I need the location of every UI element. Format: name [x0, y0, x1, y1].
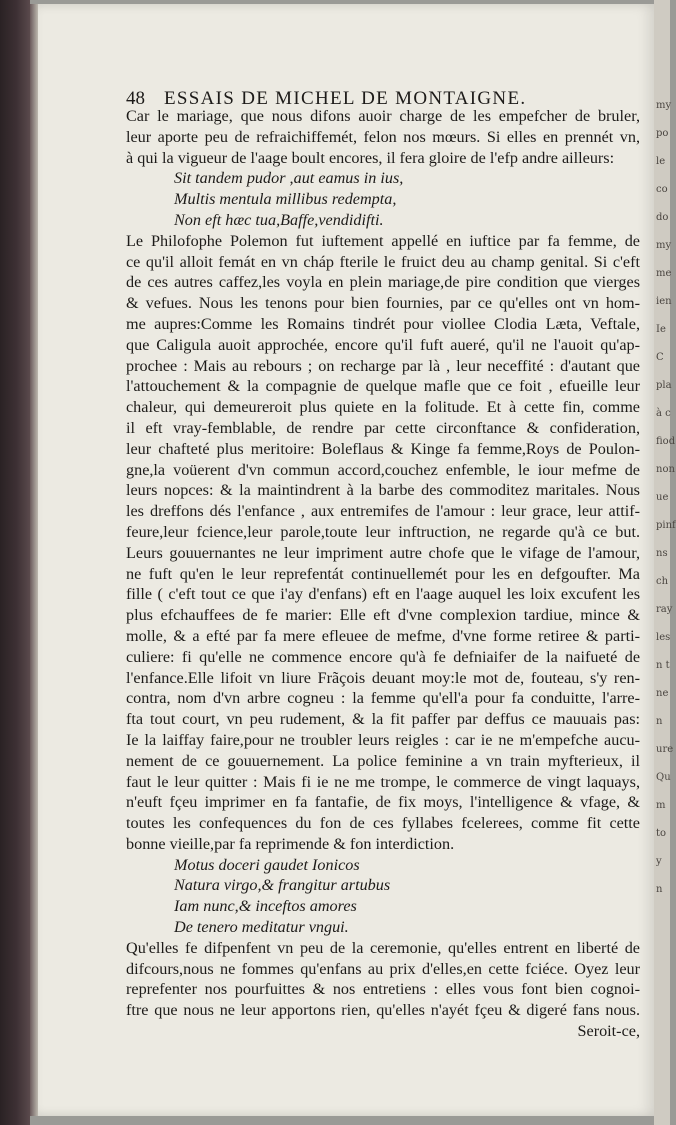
facing-page-edge: [654, 0, 676, 1125]
facing-page-fragment: ch: [656, 576, 669, 587]
text-line: que Caligula auoit approchée, encore qu'il fuft aueré, qu'il ne l'auoit qu'ap-: [126, 335, 640, 354]
facing-page-fragment: ue: [656, 492, 669, 503]
facing-page-fragment: me: [656, 268, 672, 279]
text-line: ne fuft qu'en le leur reprefentát continuellemét pour les en defgoufter. Ma: [126, 564, 640, 583]
text-line: Car le mariage, que nous difons auoir charge de les empefcher de bruler,: [126, 107, 640, 125]
page-gutter-shadow: [30, 4, 38, 1116]
text-line: reprefenter nos pourfuittes & nos entretiens : elles vous font bien cognoi-: [126, 980, 640, 999]
facing-page-fragment: ne: [656, 688, 669, 699]
text-line: faut le leur quitter : Mais fi ie ne me trompe, le commerce de vingt laquays,: [126, 772, 640, 791]
text-line: Le Philofophe Polemon fut iuftement appellé en iuftice par fa femme, de: [126, 231, 640, 250]
facing-page-fragment: ns: [656, 548, 668, 559]
text-line: n'euft fçeu imprimer en fa fantafie, de fix moys, l'intelligence & vfage, &: [126, 793, 640, 812]
text-line: leur aporte peu de refraichiffemét, felon nos mœurs. Si elles en prennét vn,: [126, 127, 640, 146]
text-line: Ie la laiffay faire,pour ne troubler leurs reigles : car ie ne m'empefche aucu-: [126, 730, 640, 749]
text-line: les dreffons dés l'enfance , aux entremifes de l'amour : leur grace, leur attif-: [126, 502, 640, 521]
running-head: ESSAIS DE MICHEL DE MONTAIGNE.: [164, 88, 527, 109]
verse-line: Iam nunc,& inceftos amores: [174, 897, 357, 916]
facing-page-fragment: do: [656, 212, 669, 223]
facing-page-fragment: co: [656, 184, 668, 195]
text-line: me aupres:Comme les Romains tindrét pour viollee Clodia Læta, Veftale,: [126, 314, 640, 333]
facing-page-fragment: to: [656, 828, 667, 839]
text-line: à qui la vigueur de l'aage boult encores, il fera gloire de l'efp andre ailleurs:: [126, 148, 615, 167]
facing-page-fragment: n: [656, 884, 663, 895]
facing-page-fragment: my: [656, 100, 672, 111]
catchword: Seroit-ce,: [577, 1022, 640, 1041]
text-line: bonne vieille,par fa reprimende & fon interdiction.: [126, 834, 455, 853]
facing-page-fragment: n t: [656, 660, 670, 671]
verse-line: Sit tandem pudor ,aut eamus in ius,: [174, 169, 404, 188]
facing-page-fragment: pla: [656, 380, 672, 391]
text-line: nement de ce gouuernement. La police feminine a vn train myfterieux, il: [126, 751, 640, 770]
verse-line: Natura virgo,& frangitur artubus: [174, 876, 391, 895]
text-line: fille ( c'eft tout ce que i'ay d'enfans) eft en l'aage auquel les loix excufent les: [126, 585, 640, 604]
facing-page-fragment: le: [656, 156, 666, 167]
text-line: l'enfance.Elle lifoit vn liure Frãçois deuant moy:le mot de, fouteau, s'y ren-: [126, 668, 640, 687]
facing-page-fragment: Ie: [656, 324, 666, 335]
text-line: il eft vray-femblable, de rendre par cette circonftance & confideration,: [126, 418, 640, 437]
text-line: fta tout court, vn peu rudement, & la fit paffer par deffus ce mauuais pas:: [126, 710, 640, 729]
verse-line: Motus doceri gaudet Ionicos: [174, 855, 360, 874]
book-binding: [0, 0, 30, 1125]
text-line: contra, nom d'vn arbre cogneu : la femme qu'ell'a pour fa conduitte, l'arre-: [126, 689, 640, 708]
body-text: [126, 106, 640, 1042]
text-line: leurs nopces: & la maintindrent à la barbe des commoditez maritales. Nous: [126, 481, 640, 500]
facing-page-fragment: n: [656, 716, 663, 727]
text-line: feure,leur fcience,leur parole,toute leur inftruction, ne regarde qu'à ce but.: [126, 522, 640, 541]
facing-page-fragment: ray: [656, 604, 673, 615]
facing-page-fragment: m: [656, 800, 666, 811]
facing-page-fragment: y: [656, 856, 662, 867]
text-line: Leurs gouuernantes ne leur impriment autre chofe que le vifage de l'amour,: [126, 543, 640, 562]
facing-page-fragment: fiod: [656, 436, 676, 447]
verse-line: Multis mentula millibus redempta,: [174, 190, 397, 209]
text-line: toutes les confequences du fon de ces fyllabes fcelerees, comme fit cette: [126, 814, 640, 833]
text-line: Qu'elles fe difpenfent vn peu de la ceremonie, qu'elles entrent en liberté de: [126, 938, 640, 957]
facing-page-fragment: Qu: [656, 772, 671, 783]
text-line: & vefues. Nous les tenons pour bien fournies, par ce qu'elles ont vn hom-: [126, 294, 640, 313]
facing-page-fragment: C: [656, 352, 664, 363]
facing-page-fragment: non: [656, 464, 675, 475]
verse-line: Non eft hæc tua,Baffe,vendidifti.: [174, 210, 384, 229]
text-line: prochee : Mais au rebours ; on recharge par là , leur neceffité : d'autant que: [126, 356, 640, 375]
text-line: leur chafteté plus meritoire: Boleflaus & Kinge fa femme,Roys de Poulon-: [126, 439, 640, 458]
facing-page-fragment: ure: [656, 744, 674, 755]
text-line: difcours,nous ne fommes qu'enfans au prix d'elles,en cette fciéce. Oyez leur: [126, 959, 640, 978]
text-line: de ces autres caffez,les voyla en plein mariage,de pire condition que vierges: [126, 273, 640, 292]
text-line: ce qu'il alloit femát en vn cháp fterile le fruict deu au champ genital. Si c'eft: [126, 252, 640, 271]
facing-page-fragment: les: [656, 632, 671, 643]
text-line: chaleur, qui demeureroit plus quiete en la folitude. Et à cette fin, comme: [126, 398, 640, 417]
text-line: molle, & a efté par fa mere efleuee de mefme, d'vne forme retiree & parti-: [126, 626, 640, 645]
text-line: ftre que nous ne leur apportons rien, qu'elles n'ayét fçeu & digeré fans nous.: [126, 1001, 640, 1020]
text-line: l'attouchement & la compagnie de quelque mafle que ce foit , efueille leur: [126, 377, 640, 396]
facing-page-fragment: pinf: [656, 520, 676, 531]
facing-page-fragment: my: [656, 240, 672, 251]
text-line: plus efchauffees de fe marier: Elle eft d'vne complexion tardiue, mince &: [126, 606, 640, 625]
verse-line: De tenero meditatur vngui.: [174, 918, 349, 937]
page-number: 48: [126, 88, 145, 109]
text-line: culiere: fi qu'elle ne commence encore qu'à fe defniaifer de la naifueté de: [126, 647, 640, 666]
facing-page-fragment: ien: [656, 296, 672, 307]
facing-page-fragment: po: [656, 128, 669, 139]
text-line: gne,la voüerent d'vn commun accord,couchez enfemble, le iour mefme de: [126, 460, 640, 479]
facing-page-fragment: à c: [656, 408, 671, 419]
